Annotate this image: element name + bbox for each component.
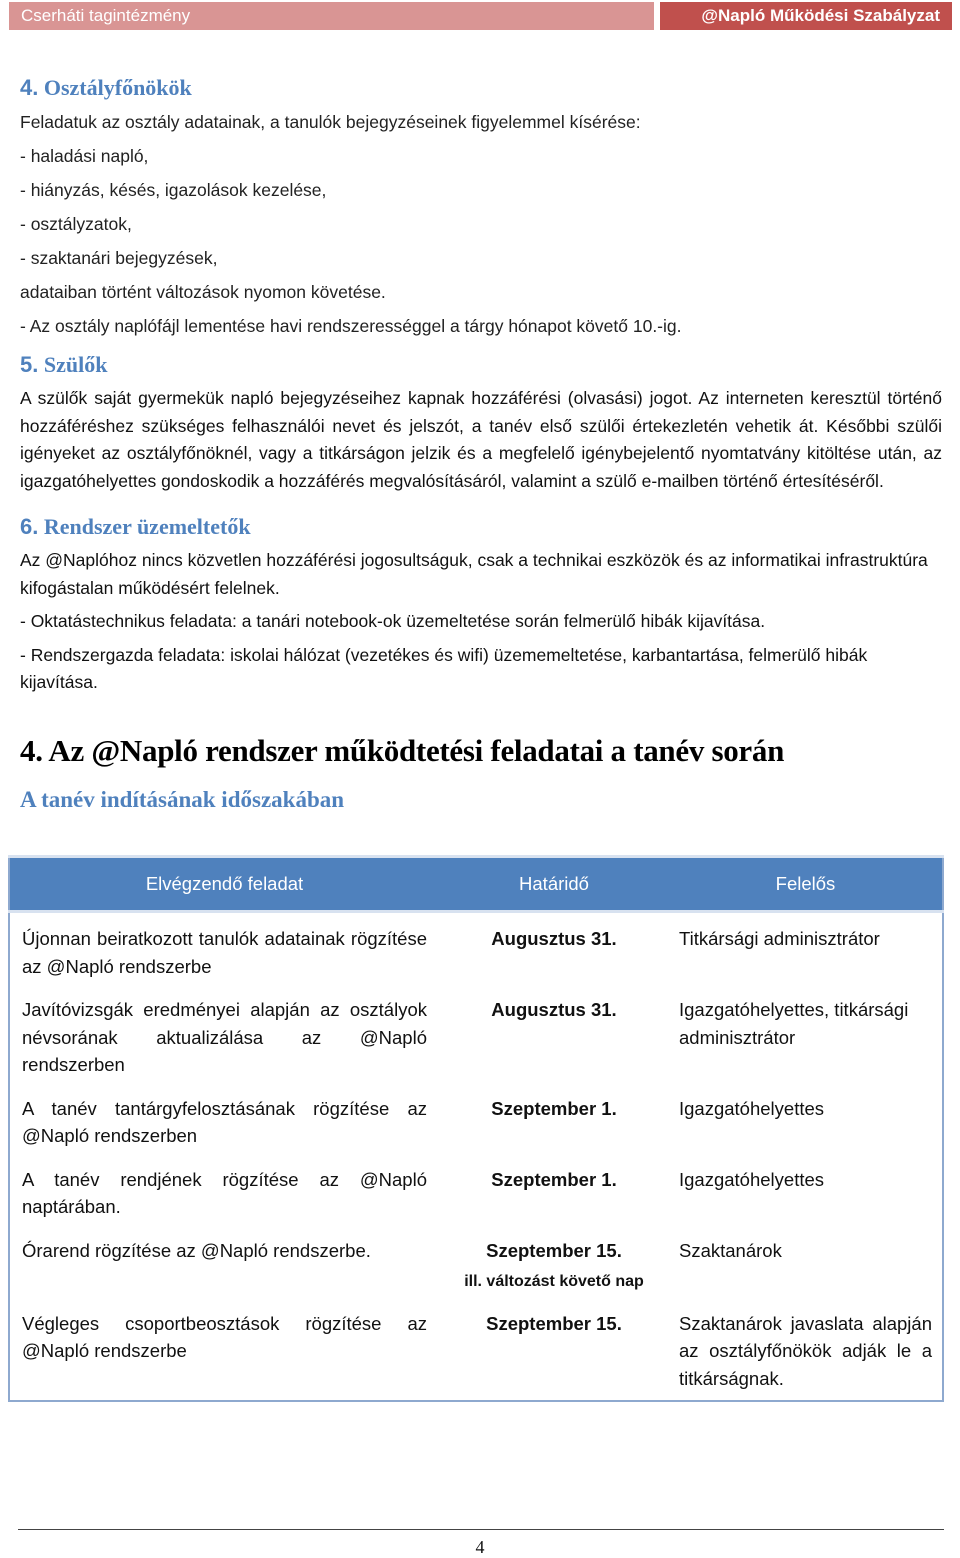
column-header-deadline: Határidő	[439, 857, 669, 912]
s4-line: adataiban történt változások nyomon követése.	[20, 282, 386, 302]
section-4-heading: 4. Osztályfőnökök	[20, 75, 192, 100]
task-cell: Órarend rögzítése az @Napló rendszerbe.	[22, 1239, 371, 1261]
footer-divider	[18, 1529, 944, 1530]
owner-cell: Szaktanárok	[679, 1239, 782, 1261]
s6-paragraph-1: Az @Naplóhoz nincs közvetlen hozzáférési jogosultságuk, csak a technikai eszközök és az informatikai infrastruktúra kifogástalan működésért felelnek.	[20, 550, 928, 598]
column-header-task: Elvégzendő feladat	[9, 857, 439, 912]
table-row	[9, 988, 943, 1087]
header-document-title: @Napló Működési Szabályzat	[660, 2, 952, 30]
chapter-subtitle: A tanév indításának időszakában	[20, 786, 345, 812]
table-header-row	[9, 857, 943, 912]
s5-paragraph: A szülők saját gyermekük napló bejegyzéseihez kapnak hozzáférési (olvasási) jogot. Az interneten keresztül történő hozzáféréshez szükséges felhasználói nevet és jelszót, a tanév első szülői értekezletén vehetik át. Későbbi szülői igényeket az osztályfőnöknél, vagy a titkárságon jelzik és a megfelelő igénybejelentő nyomtatvány kitöltése után, az igazgatóhelyettes gondoskodik a hozzáférés megvalósításáról, valamint a szülő e-mailben történő értesítéséről.	[20, 388, 942, 491]
table-row	[9, 1087, 943, 1158]
deadline-cell: Szeptember 1.	[491, 1097, 617, 1119]
owner-cell: Igazgatóhelyettes	[679, 1168, 825, 1190]
page-header	[9, 2, 952, 30]
owner-cell: Igazgatóhelyettes, titkársági adminisztrátor	[679, 999, 909, 1048]
deadline-note: ill. változást követő nap	[464, 1273, 644, 1290]
owner-cell: Titkársági adminisztrátor	[679, 928, 880, 949]
deadline-cell: Augusztus 31.	[491, 928, 617, 949]
task-cell: A tanév tantárgyfelosztásának rögzítése az @Napló rendszerben	[22, 1097, 427, 1146]
s4-line: - Az osztály naplófájl lementése havi rendszerességgel a tárgy hónapot követő 10.-ig.	[20, 316, 682, 336]
table-row	[9, 1229, 943, 1296]
owner-cell: Igazgatóhelyettes	[679, 1097, 825, 1119]
s6-paragraph-2: - Oktatástechnikus feladata: a tanári notebook-ok üzemeltetése során felmerülő hibák kijavítása.	[20, 611, 766, 631]
section-6-heading: 6. Rendszer üzemeltetők	[20, 514, 251, 539]
table-row	[9, 1296, 943, 1402]
table-row	[9, 912, 943, 989]
column-header-owner: Felelős	[669, 857, 943, 912]
task-cell: Javítóvizsgák eredményei alapján az osztályok névsorának aktualizálása az @Napló rendszerben	[22, 999, 427, 1075]
owner-cell: Szaktanárok javaslata alapján az osztályfőnökök adják le a titkárságnak.	[679, 1312, 932, 1389]
chapter-title: 4. Az @Napló rendszer működtetési feladatai a tanév során	[20, 732, 785, 768]
page-number: 4	[475, 1537, 485, 1557]
s4-line: - szaktanári bejegyzések,	[20, 248, 218, 268]
task-cell: Végleges csoportbeosztások rögzítése az @Napló rendszerbe	[22, 1312, 427, 1361]
section-5-heading: 5. Szülők	[20, 352, 108, 377]
task-cell: A tanév rendjének rögzítése az @Napló naptárában.	[22, 1168, 427, 1217]
task-cell: Újonnan beiratkozott tanulók adatainak rögzítése az @Napló rendszerbe	[22, 928, 427, 977]
s6-paragraph-3: - Rendszergazda feladata: iskolai hálózat (vezetékes és wifi) üzememeltetése, karbantartása, felmerülő hibák kijavítása.	[20, 644, 868, 692]
s4-line: - haladási napló,	[20, 146, 149, 166]
deadline-cell: Szeptember 15.	[486, 1312, 622, 1334]
deadline-cell: Szeptember 15. ill. változást követő nap	[439, 1229, 669, 1296]
s4-line: - hiányzás, késés, igazolások kezelése,	[20, 180, 327, 200]
deadline-cell: Szeptember 1.	[491, 1168, 617, 1190]
document-body	[20, 72, 942, 817]
table-row	[9, 1158, 943, 1229]
deadline-cell: Augusztus 31.	[491, 999, 617, 1020]
s4-line: Feladatuk az osztály adatainak, a tanulók bejegyzéseinek figyelemmel kísérése:	[20, 112, 641, 132]
tasks-table	[8, 855, 944, 1402]
s4-line: - osztályzatok,	[20, 214, 132, 234]
header-institution: Cserháti tagintézmény	[9, 2, 654, 30]
